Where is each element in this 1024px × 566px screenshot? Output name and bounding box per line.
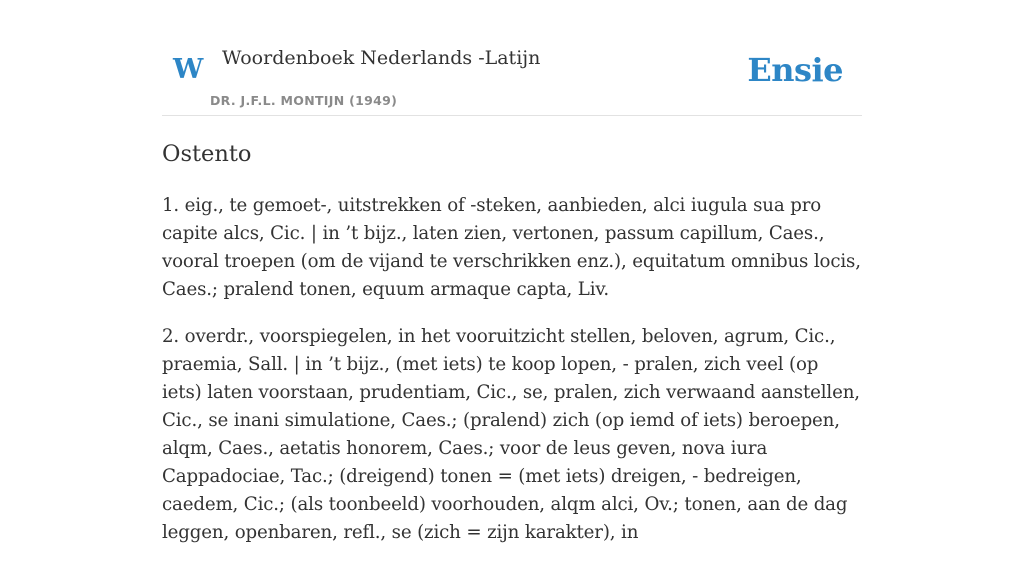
entry-content (162, 192, 862, 566)
page (162, 0, 862, 543)
header (162, 0, 862, 116)
dictionary-logo[interactable]: W (173, 54, 204, 85)
definition-paragraph-2: 2. overdr., voorspiegelen, in het vooruitzicht stellen, beloven, agrum, Cic., praemia, Sall. | in ’t bijz., (met iets) te koop lopen, - pralen, zich veel (op iets) laten voorstaan, prudentiam, Cic., se, pralen, zich verwaand aanstellen, Cic., se inani simulatione, Caes.; (pralend) zich (op iemd of iets) beroepen, alqm, Caes., aetatis honorem, Caes.; voor de leus geven, nova iura Cappadociae, Tac.; (dreigend) tonen = (met iets) dreigen, - bedreigen, caedem, Cic.; (als toonbeeld) voorhouden, alqm alci, Ov.; tonen, aan de dag leggen, openbaren, refl., se (zich = zijn karakter), in (162, 326, 860, 543)
ensie-logo[interactable]: Ensie (747, 51, 843, 89)
book-title-link[interactable]: Woordenboek Nederlands -Latijn (222, 47, 541, 69)
entry-title: Ostento (162, 141, 252, 167)
book-author: DR. J.F.L. MONTIJN (1949) (210, 93, 398, 108)
definition-paragraph-1: 1. eig., te gemoet-, uitstrekken of -steken, aanbieden, alci iugula sua pro capite alcs, Cic. | in ’t bijz., laten zien, vertonen, passum capillum, Caes., vooral troepen (om de vijand te verschrikken enz.), equitatum omnibus locis, Caes.; pralend tonen, equum armaque capta, Liv. (162, 195, 861, 300)
